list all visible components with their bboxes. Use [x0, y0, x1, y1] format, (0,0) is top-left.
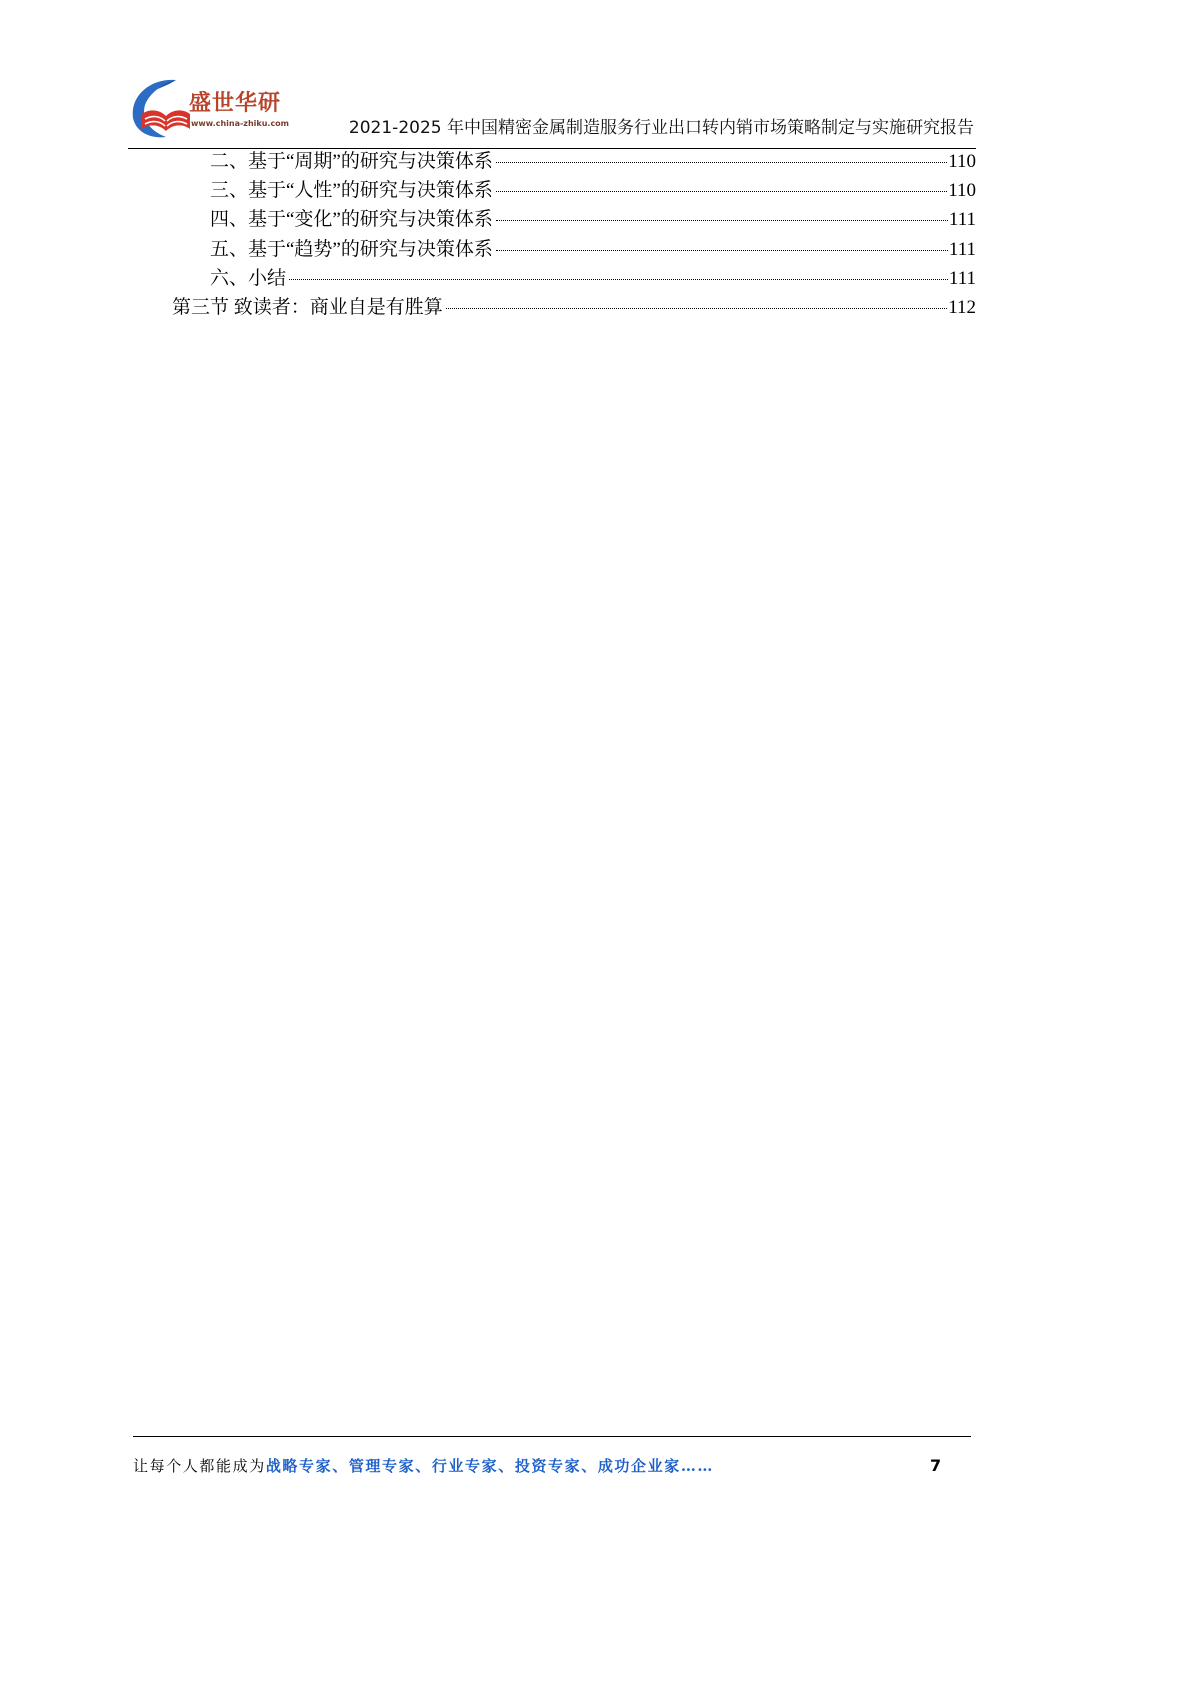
report-title: 2021-2025 年中国精密金属制造服务行业出口转内销市场策略制定与实施研究报告 — [348, 118, 974, 138]
logo-name: 盛世华研 — [189, 91, 282, 116]
toc-entry-page: 111 — [948, 238, 976, 260]
logo-swoosh — [133, 80, 176, 137]
toc-entry-page: 110 — [948, 151, 976, 172]
toc-entry[interactable] — [128, 147, 976, 176]
toc-entry[interactable] — [128, 264, 976, 293]
toc-entry-label: 四、基于“变化”的研究与决策体系 — [210, 209, 493, 231]
page-number: 7 — [930, 1456, 942, 1475]
toc-dot-leader — [496, 250, 948, 251]
toc-dot-leader — [446, 308, 947, 309]
toc-dot-leader — [496, 191, 947, 192]
table-of-contents — [128, 147, 976, 322]
toc-entry-label: 二、基于“周期”的研究与决策体系 — [210, 151, 493, 172]
toc-entry-label: 五、基于“趋势”的研究与决策体系 — [210, 238, 493, 260]
footer-slogan-prefix: 让每个人都能成为 — [133, 1457, 266, 1475]
toc-entry-page: 112 — [948, 296, 976, 318]
toc-entry-label: 三、基于“人性”的研究与决策体系 — [210, 180, 493, 202]
footer-divider — [133, 1436, 971, 1437]
toc-entry-label: 六、小结 — [210, 267, 287, 289]
footer-slogan-highlight: 战略专家、管理专家、行业专家、投资专家、成功企业家…… — [265, 1457, 715, 1475]
toc-entry-page: 110 — [948, 180, 976, 202]
footer-slogan — [133, 1455, 714, 1477]
toc-dot-leader — [496, 220, 948, 221]
toc-entry[interactable] — [128, 235, 976, 264]
toc-entry-label: 第三节 致读者：商业自是有胜算 — [172, 296, 443, 318]
toc-dot-leader — [289, 279, 948, 280]
toc-section-entry[interactable] — [128, 293, 976, 322]
toc-entry-page: 111 — [948, 267, 976, 289]
toc-entry[interactable] — [128, 205, 976, 234]
logo-url: www.china-zhiku.com — [191, 119, 290, 128]
toc-dot-leader — [496, 162, 947, 163]
toc-entry[interactable] — [128, 176, 976, 205]
toc-entry-page: 111 — [948, 209, 976, 231]
logo-icon — [128, 76, 198, 142]
